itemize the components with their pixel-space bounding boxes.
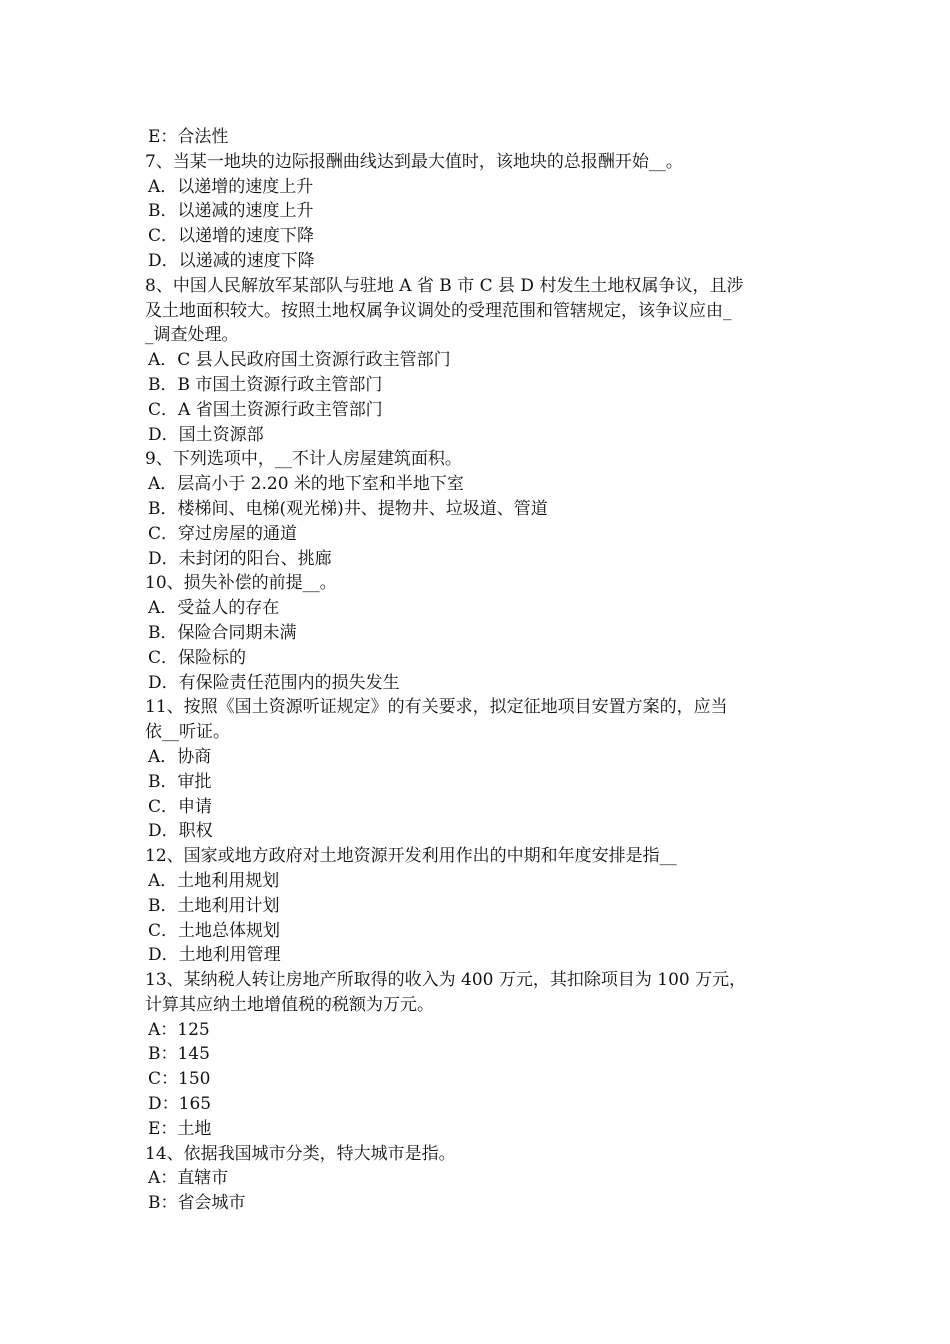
answer-option: B：145 (148, 1044, 210, 1065)
answer-option: C．以递增的速度下降 (148, 226, 315, 247)
question-text: _调查处理。 (145, 325, 239, 346)
answer-option: D：165 (148, 1094, 212, 1115)
question-text: 8、中国人民解放军某部队与驻地 A 省 B 市 C 县 D 村发生土地权属争议，且涉 (145, 275, 744, 296)
question-text: 12、国家或地方政府对土地资源开发利用作出的中期和年度安排是指__ (145, 846, 677, 867)
answer-option: C．A 省国土资源行政主管部门 (148, 399, 383, 420)
question-text: 10、损失补偿的前提__。 (145, 573, 337, 594)
answer-option: D．国土资源部 (148, 424, 264, 445)
answer-option: E：土地 (148, 1118, 212, 1139)
question-text: 11、按照《国土资源听证规定》的有关要求，拟定征地项目安置方案的，应当 (145, 697, 728, 718)
answer-option: B．以递减的速度上升 (148, 201, 314, 222)
answer-option: C．土地总体规划 (148, 920, 281, 941)
answer-option: A．C 县人民政府国土资源行政主管部门 (148, 350, 451, 371)
answer-option: A：直辖市 (148, 1168, 229, 1189)
question-text: 依__听证。 (145, 722, 230, 743)
question-text: 9、下列选项中，__不计人房屋建筑面积。 (145, 449, 462, 470)
answer-option: D．以递减的速度下降 (148, 250, 315, 271)
question-text: 计算其应纳土地增值税的税额为万元。 (145, 994, 434, 1015)
answer-option: A．受益人的存在 (148, 598, 280, 619)
answer-option: B．楼梯间、电梯(观光梯)井、提物井、垃圾道、管道 (148, 498, 548, 519)
answer-option: B．土地利用计划 (148, 895, 280, 916)
answer-option: A．以递增的速度上升 (148, 176, 314, 197)
answer-option: B．B 市国土资源行政主管部门 (148, 374, 383, 395)
question-text: 13、某纳税人转让房地产所取得的收入为 400 万元，其扣除项目为 100 万元， (145, 970, 747, 991)
answer-option: B：省会城市 (148, 1193, 246, 1214)
question-text: 及土地面积较大。按照土地权属争议调处的受理范围和管辖规定，该争议应由_ (145, 300, 732, 321)
answer-option: C．申请 (148, 796, 213, 817)
question-text: 7、当某一地块的边际报酬曲线达到最大值时，该地块的总报酬开始__。 (145, 151, 683, 172)
answer-option: D．未封闭的阳台、挑廊 (148, 548, 332, 569)
answer-option: C：150 (148, 1069, 211, 1090)
answer-option: E：合法性 (148, 127, 229, 147)
question-text: 14、依据我国城市分类，特大城市是指。 (145, 1143, 456, 1164)
answer-option: D．土地利用管理 (148, 945, 281, 966)
answer-option: A．层高小于 2.20 米的地下室和半地下室 (148, 474, 464, 495)
answer-option: A：125 (148, 1019, 210, 1040)
document-body (145, 125, 810, 1216)
answer-option: D．职权 (148, 821, 213, 842)
answer-option: C．穿过房屋的通道 (148, 523, 298, 544)
answer-option: B．审批 (148, 771, 212, 792)
answer-option: A．土地利用规划 (148, 870, 280, 891)
answer-option: C．保险标的 (148, 647, 247, 668)
answer-option: B．保险合同期未满 (148, 622, 297, 643)
answer-option: A．协商 (148, 746, 212, 767)
answer-option: D．有保险责任范围内的损失发生 (148, 672, 400, 693)
